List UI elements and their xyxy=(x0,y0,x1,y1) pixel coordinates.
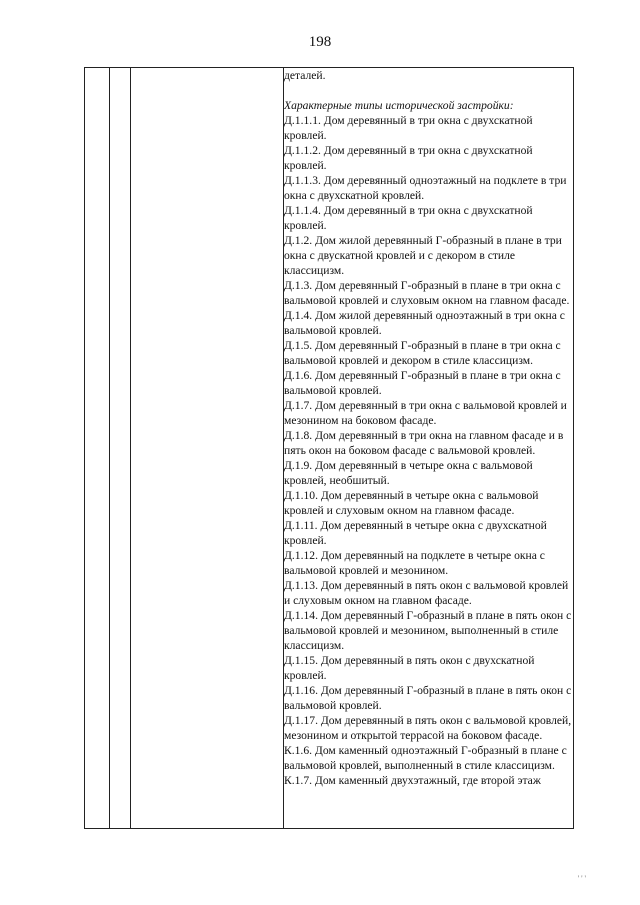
building-type-entry: К.1.6. Дом каменный одноэтажный Г-образный в плане с вальмовой кровлей, выполненный в стиле классицизм. xyxy=(284,744,567,772)
building-type-entry: Д.1.1.4. Дом деревянный в три окна с двухскатной кровлей. xyxy=(284,204,533,232)
table-cell-number xyxy=(85,68,110,829)
table-cell-name xyxy=(131,68,284,829)
building-type-entry: Д.1.15. Дом деревянный в пять окон с двухскатной кровлей. xyxy=(284,654,535,682)
building-type-entry: Д.1.5. Дом деревянный Г-образный в плане в три окна с вальмовой кровлей и декором в стиле классицизм. xyxy=(284,339,561,367)
building-type-entry: Д.1.11. Дом деревянный в четыре окна с двухскатной кровлей. xyxy=(284,519,547,547)
building-type-entry: Д.1.13. Дом деревянный в пять окон с вальмовой кровлей и слуховым окном на главном фасаде. xyxy=(284,579,569,607)
building-type-entry: Д.1.16. Дом деревянный Г-образный в плане в пять окон с вальмовой кровлей. xyxy=(284,684,572,712)
table-cell-blank xyxy=(110,68,131,829)
section-heading: Характерные типы исторической застройки: xyxy=(284,99,514,112)
building-type-entry: Д.1.6. Дом деревянный Г-образный в плане в три окна с вальмовой кровлей. xyxy=(284,369,561,397)
building-type-entry: Д.1.2. Дом жилой деревянный Г-образный в плане в три окна с двускатной кровлей и с декором в стиле классицизм. xyxy=(284,234,562,277)
building-type-entry: Д.1.14. Дом деревянный Г-образный в плане в пять окон с вальмовой кровлей и мезонином, выполненный в стиле классицизм. xyxy=(284,609,572,652)
building-type-entry: Д.1.3. Дом деревянный Г-образный в плане в три окна с вальмовой кровлей и слуховым окном на главном фасаде. xyxy=(284,279,570,307)
table-cell-description xyxy=(284,68,574,829)
building-type-entry: Д.1.17. Дом деревянный в пять окон с вальмовой кровлей, мезонином и открытой террасой на боковом фасаде. xyxy=(284,714,572,742)
scan-mark: ''' xyxy=(577,874,588,883)
table-row xyxy=(85,68,574,829)
building-type-entry: Д.1.7. Дом деревянный в три окна с вальмовой кровлей и мезонином на боковом фасаде. xyxy=(284,399,567,427)
building-type-entry: Д.1.12. Дом деревянный на подклете в четыре окна с вальмовой кровлей и мезонином. xyxy=(284,549,545,577)
building-type-entry: Д.1.1.1. Дом деревянный в три окна с двухскатной кровлей. xyxy=(284,114,533,142)
building-type-entry: К.1.7. Дом каменный двухэтажный, где второй этаж xyxy=(284,774,541,787)
document-table xyxy=(84,67,574,829)
building-type-entry: Д.1.8. Дом деревянный в три окна на главном фасаде и в пять окон на боковом фасаде с вальмовой кровлей. xyxy=(284,429,564,457)
building-type-entry: Д.1.1.3. Дом деревянный одноэтажный на подклете в три окна с двухскатной кровлей. xyxy=(284,174,567,202)
building-type-entry: Д.1.10. Дом деревянный в четыре окна с вальмовой кровлей и слуховым окном на главном фасаде. xyxy=(284,489,539,517)
building-type-entry: Д.1.4. Дом жилой деревянный одноэтажный в три окна с вальмовой кровлей. xyxy=(284,309,565,337)
page-number: 198 xyxy=(308,34,332,50)
building-type-list xyxy=(284,113,573,788)
building-type-entry: Д.1.9. Дом деревянный в четыре окна с вальмовой кровлей, необшитый. xyxy=(284,459,533,487)
continuation-text: деталей. xyxy=(284,69,326,82)
building-type-entry: Д.1.1.2. Дом деревянный в три окна с двухскатной кровлей. xyxy=(284,144,533,172)
